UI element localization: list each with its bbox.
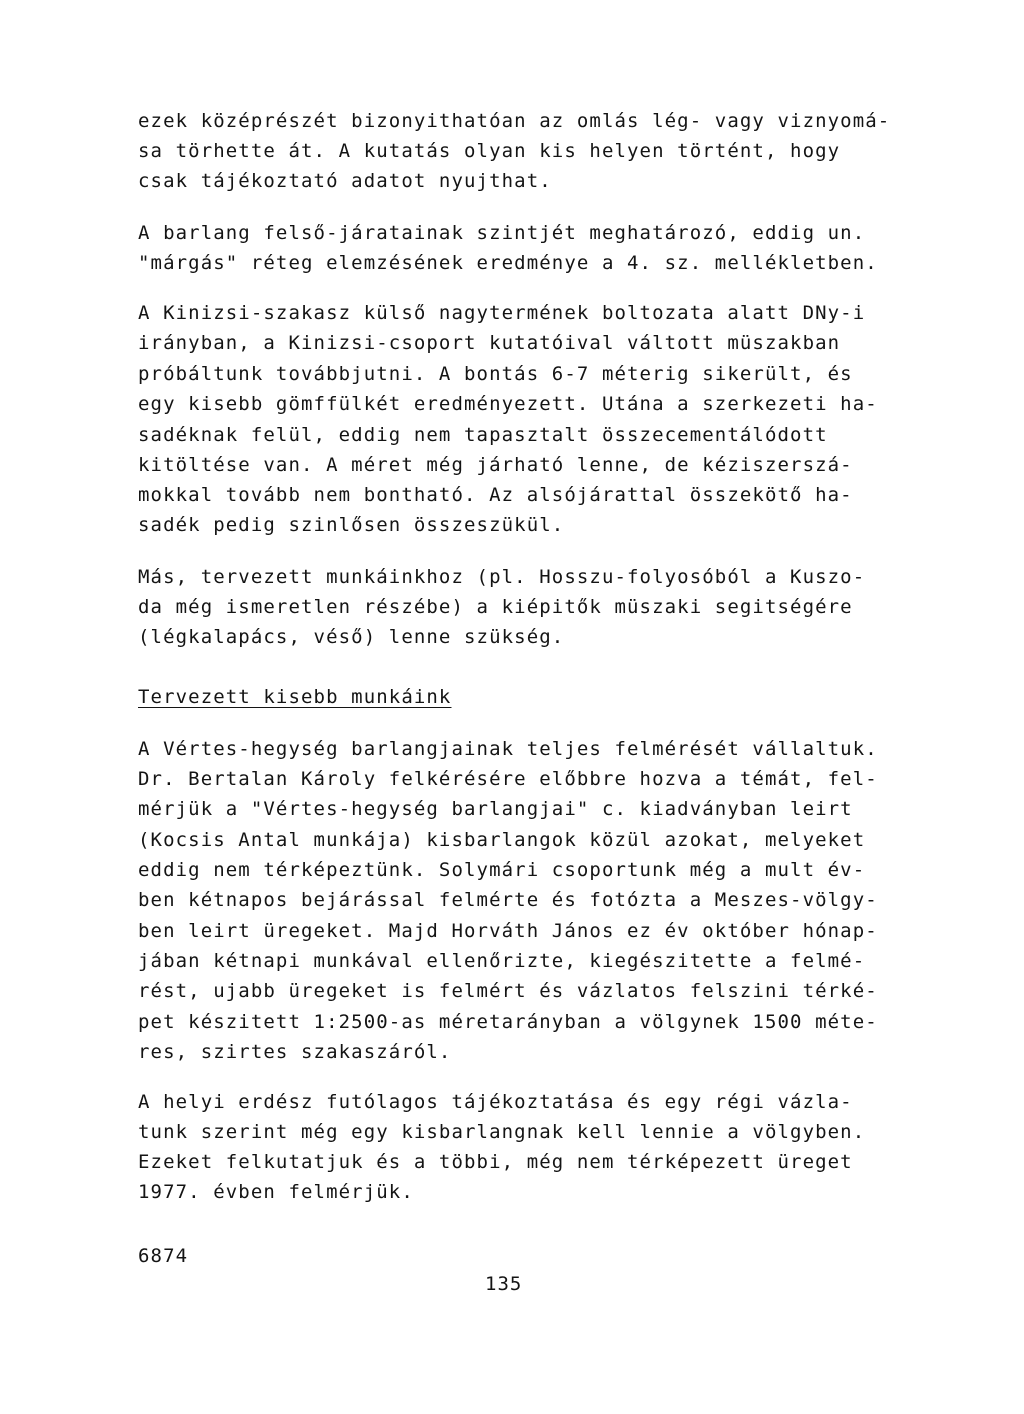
p3-line-5: sadéknak felül, eddig nem tapasztalt összecementálódott: [138, 424, 828, 446]
p5-line-9: rést, ujabb üregeket is felmért és vázlatos felszini térké-: [138, 980, 878, 1002]
p6-line-3: Ezeket felkutatjuk és a többi, még nem térképezett üreget: [138, 1151, 853, 1173]
p3-line-8: sadék pedig szinlősen összeszükül.: [138, 514, 565, 536]
p6-line-2: tunk szerint még egy kisbarlangnak kell lennie a völgyben.: [138, 1121, 866, 1143]
p3-line-6: kitöltése van. A méret még járható lenne, de kéziszerszá-: [138, 454, 853, 476]
p5-line-5: eddig nem térképeztünk. Solymári csoportunk még a mult év-: [138, 859, 866, 881]
p5-line-7: ben leirt üregeket. Majd Horváth János ez év október hónap-: [138, 920, 878, 942]
p4-line-3: (légkalapács, véső) lenne szükség.: [138, 626, 565, 648]
p5-line-2: Dr. Bertalan Károly felkérésére előbbre hozva a témát, fel-: [138, 768, 878, 790]
p5-line-3: mérjük a "Vértes-hegység barlangjai" c. kiadványban leirt: [138, 798, 853, 820]
footer-code: 6874: [138, 1245, 189, 1267]
p3-line-7: mokkal tovább nem bontható. Az alsójárattal összekötő ha-: [138, 484, 853, 506]
p5-line-1: A Vértes-hegység barlangjainak teljes felmérését vállaltuk.: [138, 738, 878, 760]
p2-line-1: A barlang felső-járatainak szintjét meghatározó, eddig un.: [138, 222, 866, 244]
p3-line-4: egy kisebb gömffülkét eredményezett. Utána a szerkezeti ha-: [138, 393, 878, 415]
p4-line-2: da még ismeretlen részébe) a kiépitők müszaki segitségére: [138, 596, 853, 618]
p4-line-1: Más, tervezett munkáinkhoz (pl. Hosszu-folyosóból a Kuszo-: [138, 566, 866, 588]
p6-line-4: 1977. évben felmérjük.: [138, 1181, 414, 1203]
p6-line-1: A helyi erdész futólagos tájékoztatása és egy régi vázla-: [138, 1091, 853, 1113]
p3-line-2: irányban, a Kinizsi-csoport kutatóival váltott müszakban: [138, 332, 841, 354]
p1-line-1: ezek középrészét bizonyithatóan az omlás lég- vagy viznyomá-: [138, 110, 891, 132]
p3-line-3: próbáltunk továbbjutni. A bontás 6-7 méterig sikerült, és: [138, 363, 853, 385]
p5-line-10: pet készitett 1:2500-as méretarányban a völgynek 1500 méte-: [138, 1011, 878, 1033]
page-number: 135: [485, 1273, 523, 1295]
p5-line-6: ben kétnapos bejárással felmérte és fotózta a Meszes-völgy-: [138, 889, 878, 911]
p5-line-4: (Kocsis Antal munkája) kisbarlangok közül azokat, melyeket: [138, 829, 866, 851]
p3-line-1: A Kinizsi-szakasz külső nagytermének boltozata alatt DNy-i: [138, 302, 866, 324]
p5-line-11: res, szirtes szakaszáról.: [138, 1041, 452, 1063]
p1-line-3: csak tájékoztató adatot nyujthat.: [138, 170, 552, 192]
p5-line-8: jában kétnapi munkával ellenőrizte, kiegészitette a felmé-: [138, 950, 866, 972]
p1-line-2: sa törhette át. A kutatás olyan kis helyen történt, hogy: [138, 140, 841, 162]
section-heading: Tervezett kisebb munkáink: [138, 686, 452, 708]
p2-line-2: "márgás" réteg elemzésének eredménye a 4. sz. mellékletben.: [138, 252, 878, 274]
